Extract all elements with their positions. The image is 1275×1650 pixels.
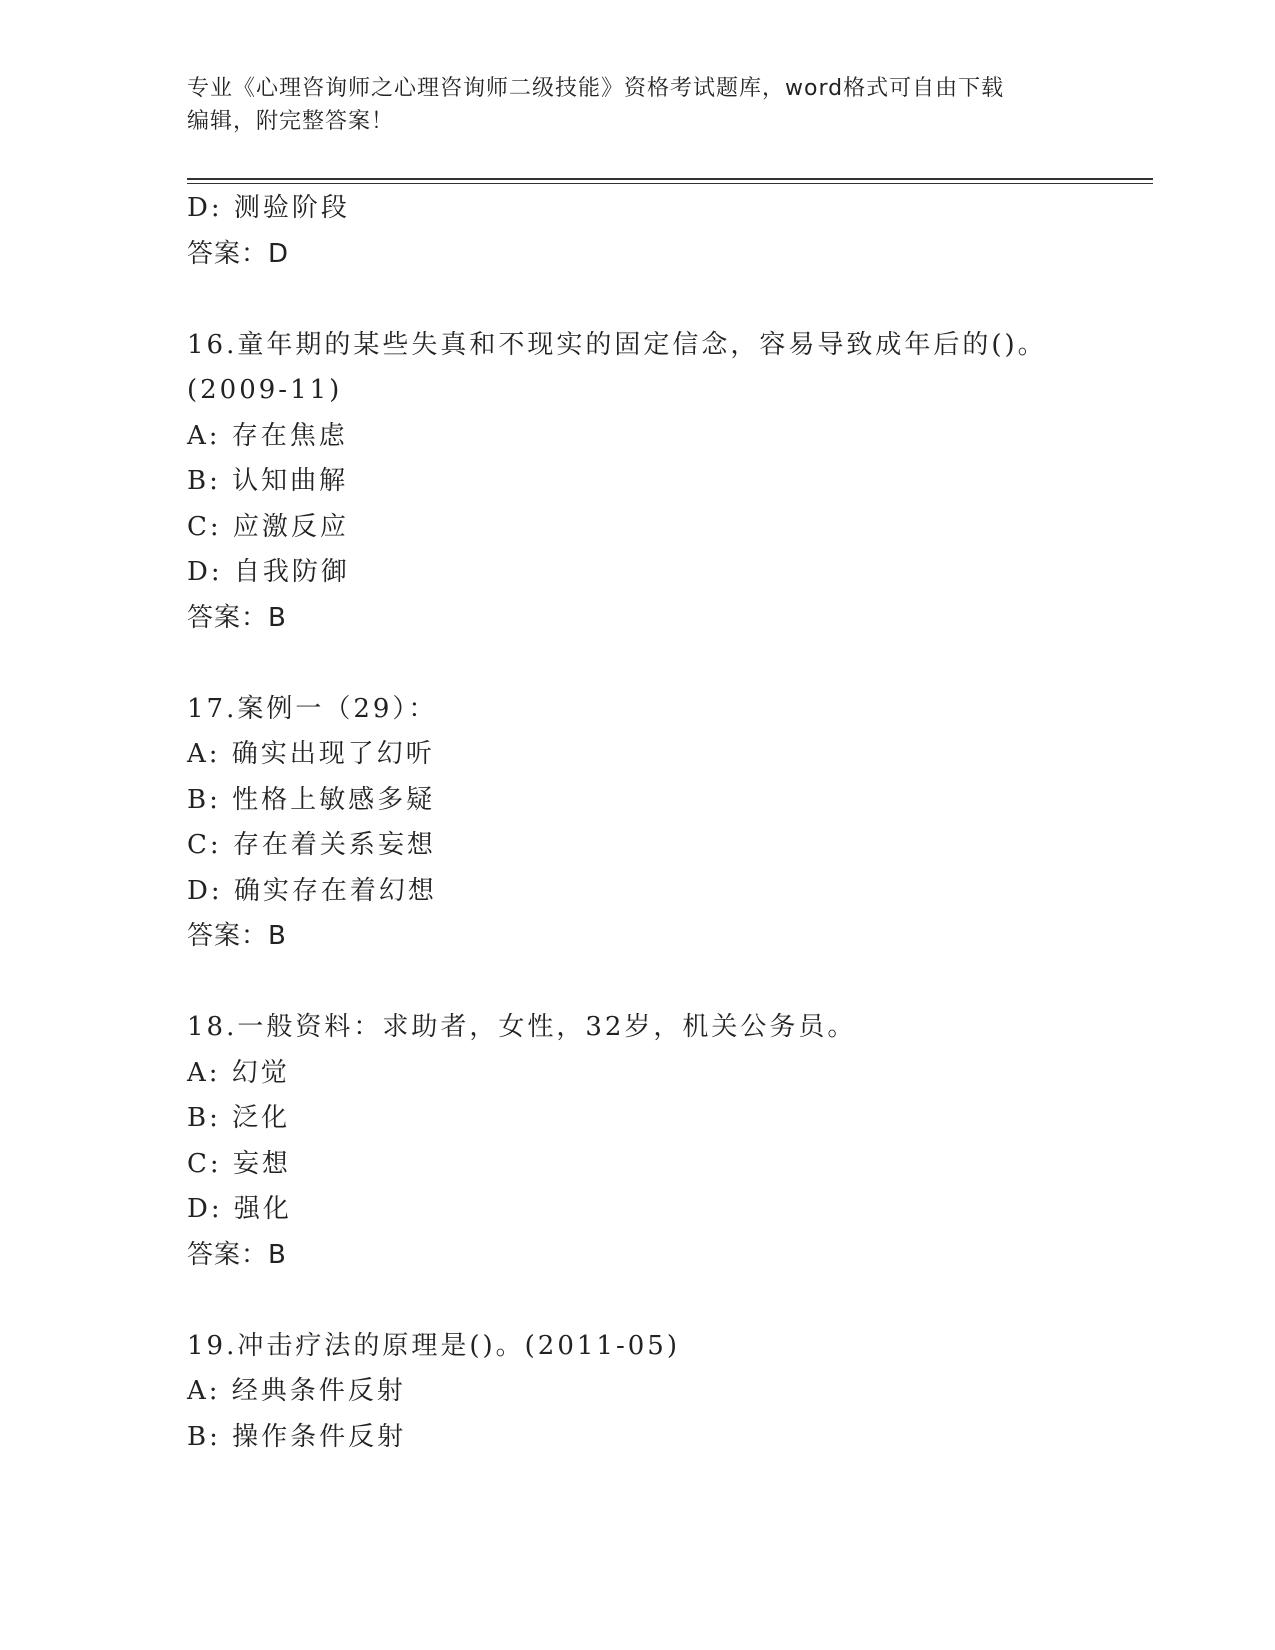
answer: 答案：B <box>187 921 287 951</box>
question-stem-date: (2009-11) <box>187 375 343 405</box>
option-c: C: 应激反应 <box>187 511 349 542</box>
question-18 <box>187 1005 1147 1278</box>
header-line-1: 专业《心理咨询师之心理咨询师二级技能》资格考试题库，word格式可自由下载 <box>187 76 1005 101</box>
prev-option-d: D: 测验阶段 <box>187 193 350 223</box>
answer: 答案：B <box>187 602 287 633</box>
document-header <box>187 72 1087 138</box>
question-17 <box>187 687 1147 960</box>
question-stem: 16.童年期的某些失真和不现实的固定信念，容易导致成年后的()。 <box>187 329 1047 360</box>
question-stem: 18.一般资料：求助者，女性，32岁，机关公务员。 <box>187 1012 857 1042</box>
option-a: A: 幻觉 <box>187 1057 290 1088</box>
option-d: D: 自我防御 <box>187 557 350 587</box>
question-stem: 17.案例一（29）： <box>187 693 438 724</box>
question-16 <box>187 323 1147 642</box>
question-list <box>187 186 1147 1460</box>
option-b: B: 操作条件反射 <box>187 1421 407 1452</box>
header-rule-thick <box>187 178 1153 180</box>
option-a: A: 经典条件反射 <box>187 1376 406 1406</box>
option-b: B: 性格上敏感多疑 <box>187 784 436 815</box>
option-a: A: 确实出现了幻听 <box>187 739 435 769</box>
prev-answer: 答案：D <box>187 238 290 269</box>
question-stem: 19.冲击疗法的原理是()。(2011-05) <box>187 1330 680 1361</box>
header-rule-thin <box>187 183 1153 184</box>
option-d: D: 强化 <box>187 1194 292 1224</box>
option-c: C: 妄想 <box>187 1148 291 1179</box>
option-d: D: 确实存在着幻想 <box>187 875 437 906</box>
header-line-2: 编辑，附完整答案！ <box>187 109 395 134</box>
option-b: B: 泛化 <box>187 1103 291 1133</box>
option-a: A: 存在焦虑 <box>187 420 348 451</box>
question-19 <box>187 1324 1147 1461</box>
option-b: B: 认知曲解 <box>187 466 349 496</box>
answer: 答案：B <box>187 1239 287 1270</box>
option-c: C: 存在着关系妄想 <box>187 830 436 860</box>
